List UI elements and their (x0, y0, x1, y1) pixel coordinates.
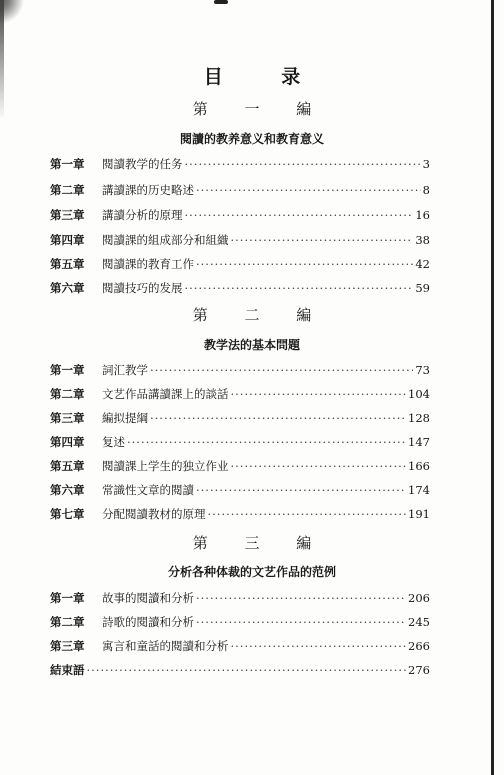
leader-dots (185, 281, 414, 295)
chapter-title: 閱讀課的教育工作 (102, 257, 194, 271)
leader-dots (196, 183, 421, 197)
chapter-number: 第六章 (50, 483, 85, 497)
chapter-title: 文艺作品講讀課上的談話 (102, 387, 229, 401)
scan-speck (214, 0, 228, 4)
toc-entry[interactable] (50, 256, 430, 276)
leader-dots (231, 639, 407, 653)
part-heading: 第 三 編 (192, 534, 328, 552)
page-title: 目 录 (203, 66, 327, 88)
page-number: 42 (415, 257, 430, 271)
chapter-title: 寓言和童話的閱讀和分析 (102, 639, 229, 653)
chapter-title: 編拟提綱 (102, 411, 148, 425)
toc-entry[interactable] (50, 458, 430, 478)
page-number: 245 (408, 615, 430, 629)
ending-label: 結束語 (50, 663, 85, 677)
chapter-number: 第六章 (50, 281, 85, 295)
toc-entry[interactable] (50, 434, 430, 454)
leader-dots (231, 233, 414, 247)
leader-dots (185, 208, 414, 222)
page-number: 174 (408, 483, 430, 497)
page-number: 191 (408, 507, 430, 521)
leader-dots (208, 507, 407, 521)
chapter-number: 第四章 (50, 435, 85, 449)
chapter-number: 第二章 (50, 387, 85, 401)
leader-dots (150, 363, 413, 377)
chapter-number: 第一章 (50, 157, 85, 171)
leader-dots (196, 483, 406, 497)
page-number: 266 (408, 639, 430, 653)
page-number: 38 (415, 233, 430, 247)
chapter-number: 第四章 (50, 233, 85, 247)
chapter-number: 第二章 (50, 183, 85, 197)
page-number: 16 (415, 208, 430, 222)
toc-entry[interactable] (50, 280, 430, 300)
toc-entry[interactable] (50, 232, 430, 252)
chapter-title: 講讀課的历史略述 (102, 183, 194, 197)
part-heading: 第 二 編 (192, 306, 328, 324)
toc-entry[interactable] (50, 156, 430, 176)
leader-dots (196, 591, 406, 605)
part-subtitle: 教学法的基本問題 (203, 338, 300, 352)
chapter-number: 第一章 (50, 363, 85, 377)
chapter-number: 第三章 (50, 208, 85, 222)
chapter-title: 复述 (102, 435, 125, 449)
leader-dots (185, 157, 421, 171)
chapter-title: 閱讀課的組成部分和組織 (102, 233, 229, 247)
chapter-title: 閱讀教学的任务 (102, 157, 183, 171)
page-number: 3 (422, 157, 430, 171)
leader-dots (231, 387, 407, 401)
leader-dots (196, 615, 406, 629)
toc-entry[interactable] (50, 506, 430, 526)
leader-dots (127, 435, 406, 449)
toc-entry[interactable] (50, 614, 430, 634)
leader-dots (231, 459, 407, 473)
part-heading: 第 一 編 (192, 100, 328, 118)
chapter-number: 第五章 (50, 459, 85, 473)
chapter-title: 詞汇教学 (102, 363, 148, 377)
part-subtitle: 閱讀的教养意义和教育意义 (179, 132, 324, 146)
page-number: 104 (408, 387, 430, 401)
page-number: 8 (422, 183, 430, 197)
chapter-number: 第二章 (50, 615, 85, 629)
chapter-number: 第一章 (50, 591, 85, 605)
chapter-title: 詩歌的閱讀和分析 (102, 615, 194, 629)
leader-dots (196, 257, 413, 271)
page-number: 59 (415, 281, 430, 295)
page-number: 73 (415, 363, 430, 377)
chapter-number: 第七章 (50, 507, 85, 521)
toc-entry[interactable] (50, 482, 430, 502)
chapter-title: 故事的閱讀和分析 (102, 591, 194, 605)
toc-entry[interactable] (50, 182, 430, 202)
chapter-title: 分配閱讀教材的原理 (102, 507, 206, 521)
chapter-number: 第五章 (50, 257, 85, 271)
chapter-number: 第三章 (50, 639, 85, 653)
toc-entry[interactable] (50, 638, 430, 658)
page-number: 166 (408, 459, 430, 473)
chapter-title: 常識性文章的閱讀 (102, 483, 194, 497)
toc-entry-ending[interactable] (50, 662, 430, 682)
page-number: 206 (408, 591, 430, 605)
toc-entry[interactable] (50, 590, 430, 610)
toc-entry[interactable] (50, 362, 430, 382)
leader-dots (150, 411, 406, 425)
toc-entry[interactable] (50, 410, 430, 430)
chapter-title: 講讀分析的原理 (102, 208, 183, 222)
leader-dots (87, 663, 407, 677)
page-number: 147 (408, 435, 430, 449)
toc-entry[interactable] (50, 207, 430, 227)
chapter-title: 閱讀技巧的发展 (102, 281, 183, 295)
chapter-number: 第三章 (50, 411, 85, 425)
part-subtitle: 分析各种体裁的文艺作品的范例 (167, 565, 336, 579)
page-number: 128 (408, 411, 430, 425)
toc-entry[interactable] (50, 386, 430, 406)
page-number: 276 (408, 663, 430, 677)
chapter-title: 閱讀課上学生的独立作业 (102, 459, 229, 473)
